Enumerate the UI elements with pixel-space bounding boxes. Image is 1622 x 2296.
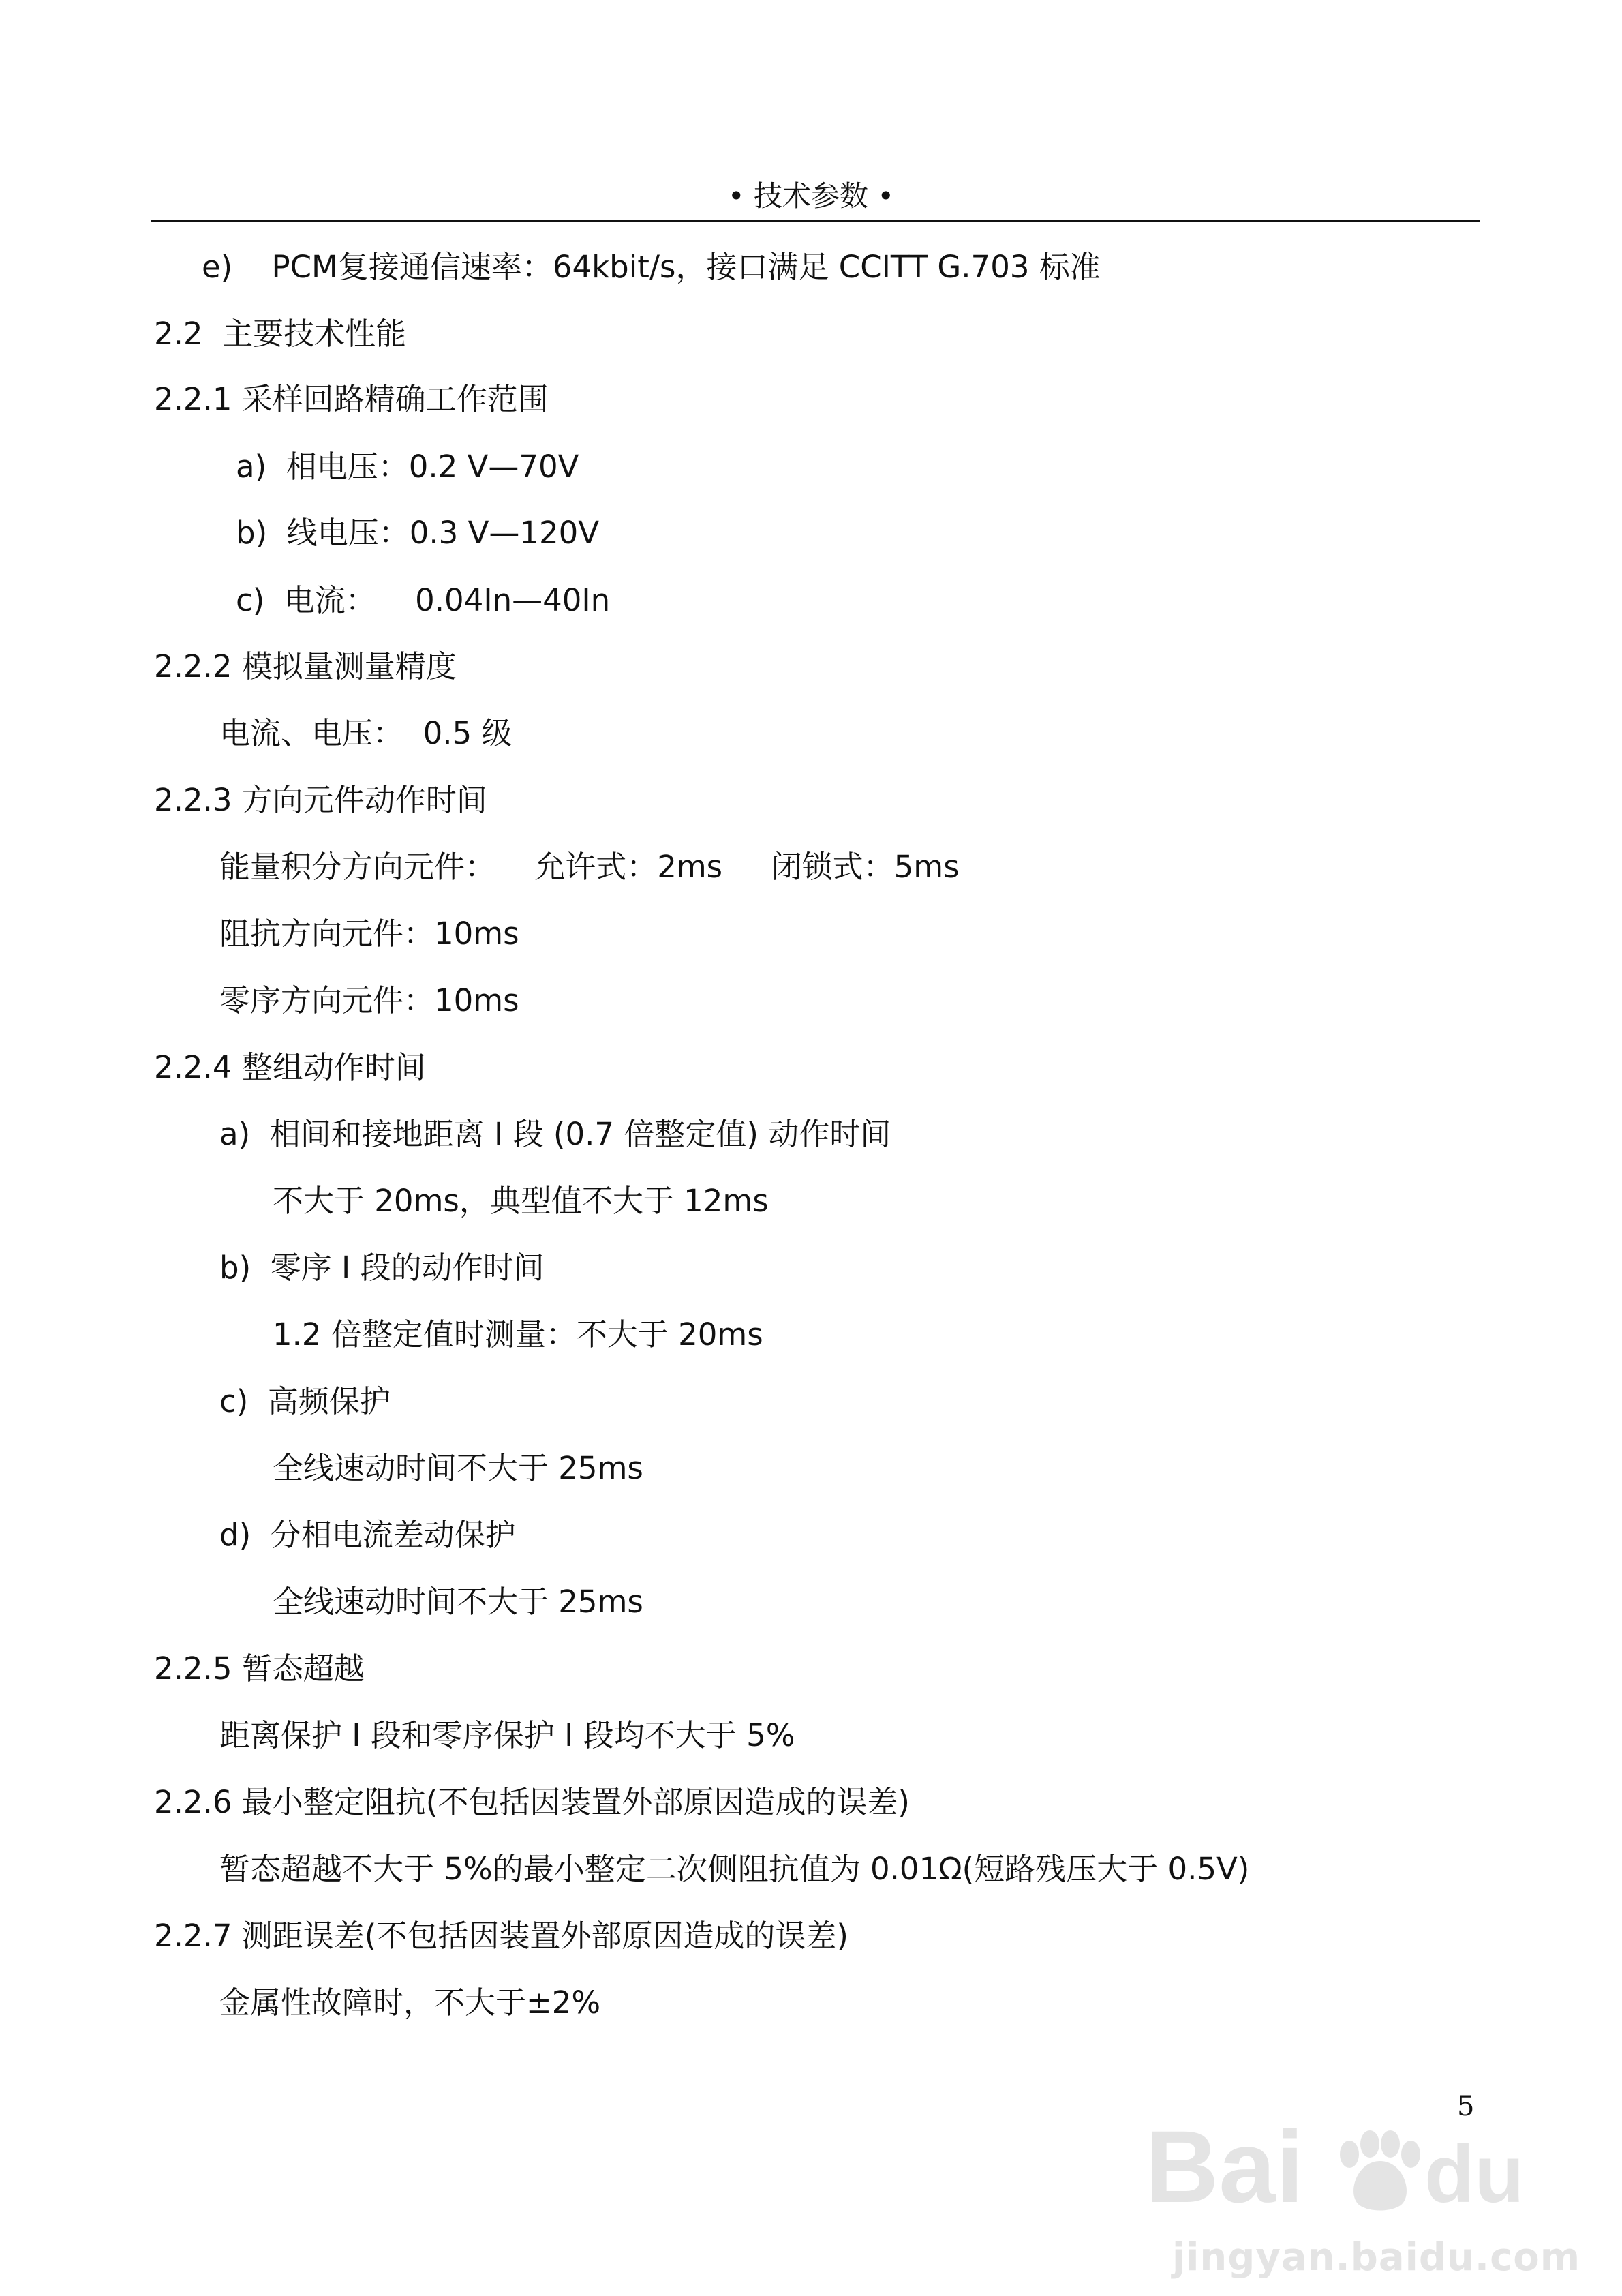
item-zero-sequence-stage1-detail: 1.2 倍整定值时测量：不大于 20ms [273, 1316, 763, 1353]
item-differential-protection: d) 分相电流差动保护 [219, 1517, 516, 1553]
section-2-2-4-heading: 2.2.4 整组动作时间 [154, 1049, 426, 1085]
baidu-paw-logo [1145, 2106, 1554, 2229]
page-number: 5 [1457, 2091, 1475, 2122]
section-2-2-1-heading: 2.2.1 采样回路精确工作范围 [154, 381, 549, 417]
item-distance-stage1-detail: 不大于 20ms，典型值不大于 12ms [273, 1183, 769, 1219]
running-header: • 技术参数 • [727, 179, 895, 213]
section-2-2-5-heading: 2.2.5 暂态超越 [154, 1650, 365, 1687]
item-line-voltage: b) 线电压：0.3 V—120V [236, 515, 600, 551]
section-2-2-3-heading: 2.2.3 方向元件动作时间 [154, 782, 487, 818]
svg-text:Bai: Bai [1145, 2109, 1304, 2224]
impedance-direction-element: 阻抗方向元件：10ms [219, 916, 519, 952]
item-differential-detail: 全线速动时间不大于 25ms [273, 1584, 643, 1620]
item-current-range: c) 电流： 0.04In—40In [236, 582, 611, 618]
min-impedance-text: 暂态超越不大于 5%的最小整定二次侧阻抗值为 0.01Ω(短路残压大于 0.5V) [219, 1851, 1250, 1887]
section-2-2-6-heading: 2.2.6 最小整定阻抗(不包括因装置外部原因造成的误差) [154, 1784, 910, 1820]
section-2-2-heading: 2.2 主要技术性能 [154, 316, 407, 352]
fault-location-error-text: 金属性故障时，不大于±2% [219, 1984, 601, 2021]
item-phase-voltage: a) 相电压：0.2 V—70V [236, 449, 579, 485]
transient-overreach-text: 距离保护 I 段和零序保护 I 段均不大于 5% [219, 1717, 795, 1753]
watermark-url: jingyan.baidu.com [1172, 2235, 1581, 2280]
item-high-frequency-detail: 全线速动时间不大于 25ms [273, 1450, 643, 1486]
baidu-jingyan-watermark [1145, 2106, 1581, 2284]
item-high-frequency-protection: c) 高频保护 [219, 1383, 391, 1419]
section-2-2-2-heading: 2.2.2 模拟量测量精度 [154, 648, 457, 684]
item-pcm-rate: e) PCM复接通信速率：64kbit/s，接口满足 CCITT G.703 标准 [202, 249, 1101, 285]
header-divider [151, 220, 1480, 222]
section-2-2-7-heading: 2.2.7 测距误差(不包括因装置外部原因造成的误差) [154, 1918, 848, 1954]
item-zero-sequence-stage1: b) 零序 I 段的动作时间 [219, 1250, 545, 1286]
zero-sequence-direction-element: 零序方向元件：10ms [219, 982, 519, 1018]
svg-text:du: du [1424, 2128, 1525, 2220]
item-distance-stage1: a) 相间和接地距离 I 段 (0.7 倍整定值) 动作时间 [219, 1116, 891, 1152]
accuracy-text: 电流、电压： 0.5 级 [219, 715, 512, 751]
energy-direction-element: 能量积分方向元件： 允许式：2ms 闭锁式：5ms [219, 849, 960, 885]
